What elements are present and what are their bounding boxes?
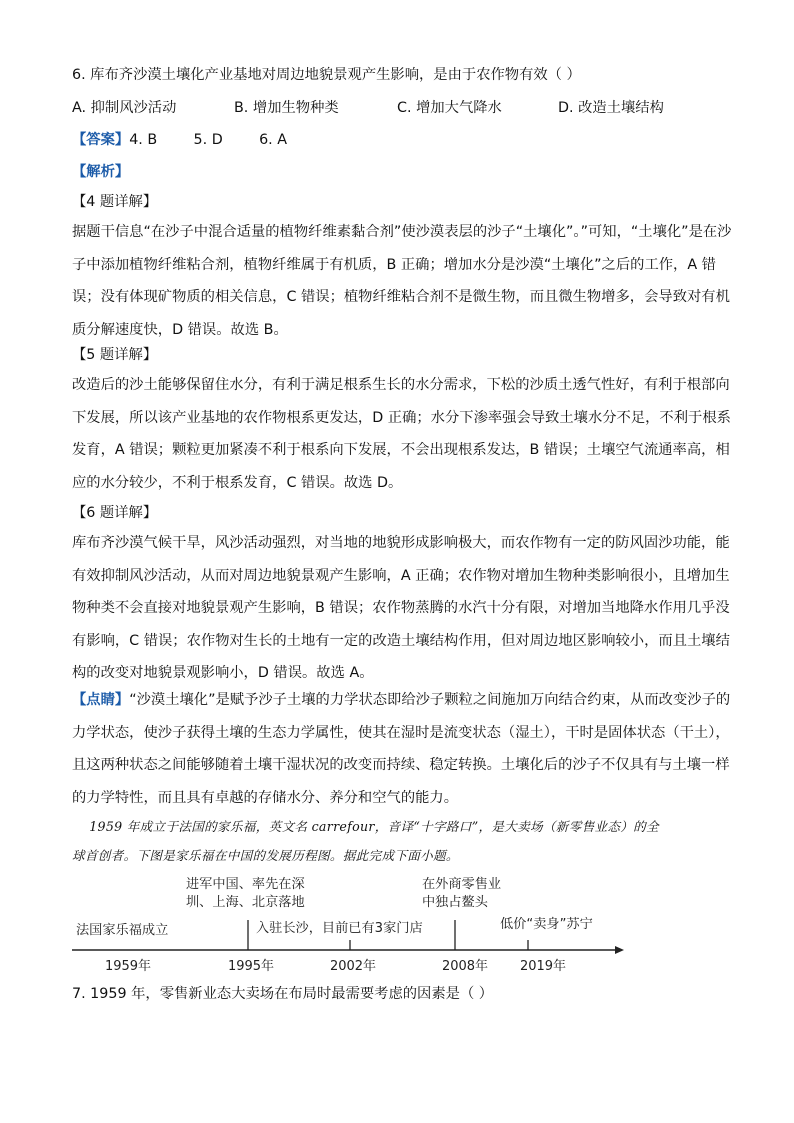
answer-text: 4. B 5. D 6. A xyxy=(129,132,288,148)
timeline-event-label: 在外商零售业 xyxy=(422,877,502,892)
timeline-year-label: 2008年 xyxy=(441,959,489,974)
answer-tag: 【答案】 xyxy=(72,132,130,148)
option-c: C. 增加大气降水 xyxy=(397,100,502,116)
q5-paragraph: 改造后的沙土能够保留住水分，有利于满足根系生长的水分需求，下松的沙质土透气性好，有利于根部向 下发展，所以该产业基地的农作物根系更发达，D 正确；水分下渗率强会导致土壤水分不足，不利于根系 发育，A 错误；颗粒更加紧凑不利于根系向下发展，不会出现根系发达，B 错误；土壤空气流通率高，相 应的水分较少，不利于根系发育，C 错误。故选 D。 xyxy=(72,377,731,491)
timeline-year-label: 2019年 xyxy=(519,959,567,974)
carrefour-timeline xyxy=(0,870,794,980)
timeline-event-label: 进军中国、率先在深 xyxy=(186,877,305,892)
q5-heading: 【5 题详解】 xyxy=(72,347,158,363)
timeline-event-label: 圳、上海、北京落地 xyxy=(186,895,305,910)
dianjing-tag: 【点睛】 xyxy=(72,692,130,708)
timeline-year-label: 1995年 xyxy=(227,959,275,974)
dianjing-paragraph: 【点睛】“沙漠土壤化”是赋予沙子土壤的力学状态即给沙子颗粒之间施加万向结合约束，从而改变沙子的 力学状态，使沙子获得土壤的生态力学属性，使其在湿时是流变状态（湿土），干时是固体状态（干土）， 且这两种状态之间能够随着土壤干湿状况的改变而持续、稳定转换。土壤化后的沙子不仅具有与土壤一样 的力学特性，而且具有卓越的存储水分、养分和空气的能力。 xyxy=(72,692,731,806)
q4-heading: 【4 题详解】 xyxy=(72,194,158,210)
carrefour-intro: 1959 年成立于法国的家乐福，英文名 carrefour，音译“十字路口”，是大卖场（新零售业态）的全 球首创者。下图是家乐福在中国的发展历程图。据此完成下面小题。 xyxy=(72,819,659,863)
option-b: B. 增加生物种类 xyxy=(234,100,339,116)
option-d: D. 改造土壤结构 xyxy=(558,100,664,116)
option-a: A. 抑制风沙活动 xyxy=(72,100,177,116)
q6-heading: 【6 题详解】 xyxy=(72,505,158,521)
timeline-arrowhead xyxy=(615,946,624,954)
answer-row xyxy=(72,130,722,150)
timeline-event-label: 低价“卖身”苏宁 xyxy=(500,917,593,932)
question-7-stem: 7. 1959 年，零售新业态大卖场在布局时最需要考虑的因素是（ ） xyxy=(72,986,494,1002)
q4-paragraph: 据题干信息“在沙子中混合适量的植物纤维素黏合剂”使沙漠表层的沙子“土壤化”。”可知，“土壤化”是在沙 子中添加植物纤维粘合剂，植物纤维属于有机质，B 正确；增加水分是沙漠“土壤化”之后的工作，A 错 误；没有体现矿物质的相关信息，C 错误；植物纤维粘合剂不是微生物，而且微生物增多，会导致对有机 质分解速度快，D 错误。故选 B。 xyxy=(72,224,732,338)
timeline-event-label: 法国家乐福成立 xyxy=(76,923,169,938)
analysis-heading: 【解析】 xyxy=(72,164,130,180)
q6-paragraph: 库布齐沙漠气候干旱，风沙活动强烈，对当地的地貌形成影响极大，而农作物有一定的防风固沙功能，能 有效抑制风沙活动，从而对周边地貌景观产生影响，A 正确；农作物对增加生物种类影响很小，且增加生 物种类不会直接对地貌景观产生影响，B 错误；农作物蒸腾的水汽十分有限，对增加当地降水作用几乎没 有影响，C 错误；农作物对生长的土地有一定的改造土壤结构作用，但对周边地区影响较小，而且土壤结 构的改变对地貌景观影响小，D 错误。故选 A。 xyxy=(72,535,730,681)
question-6-stem: 6. 库布齐沙漠土壤化产业基地对周边地貌景观产生影响，是由于农作物有效（ ） xyxy=(72,67,581,83)
timeline-event-label: 中独占鳌头 xyxy=(422,895,488,910)
timeline-event-label: 入驻长沙，目前已有3家门店 xyxy=(256,921,423,936)
timeline-year-label: 2002年 xyxy=(329,959,377,974)
timeline-year-label: 1959年 xyxy=(104,959,152,974)
